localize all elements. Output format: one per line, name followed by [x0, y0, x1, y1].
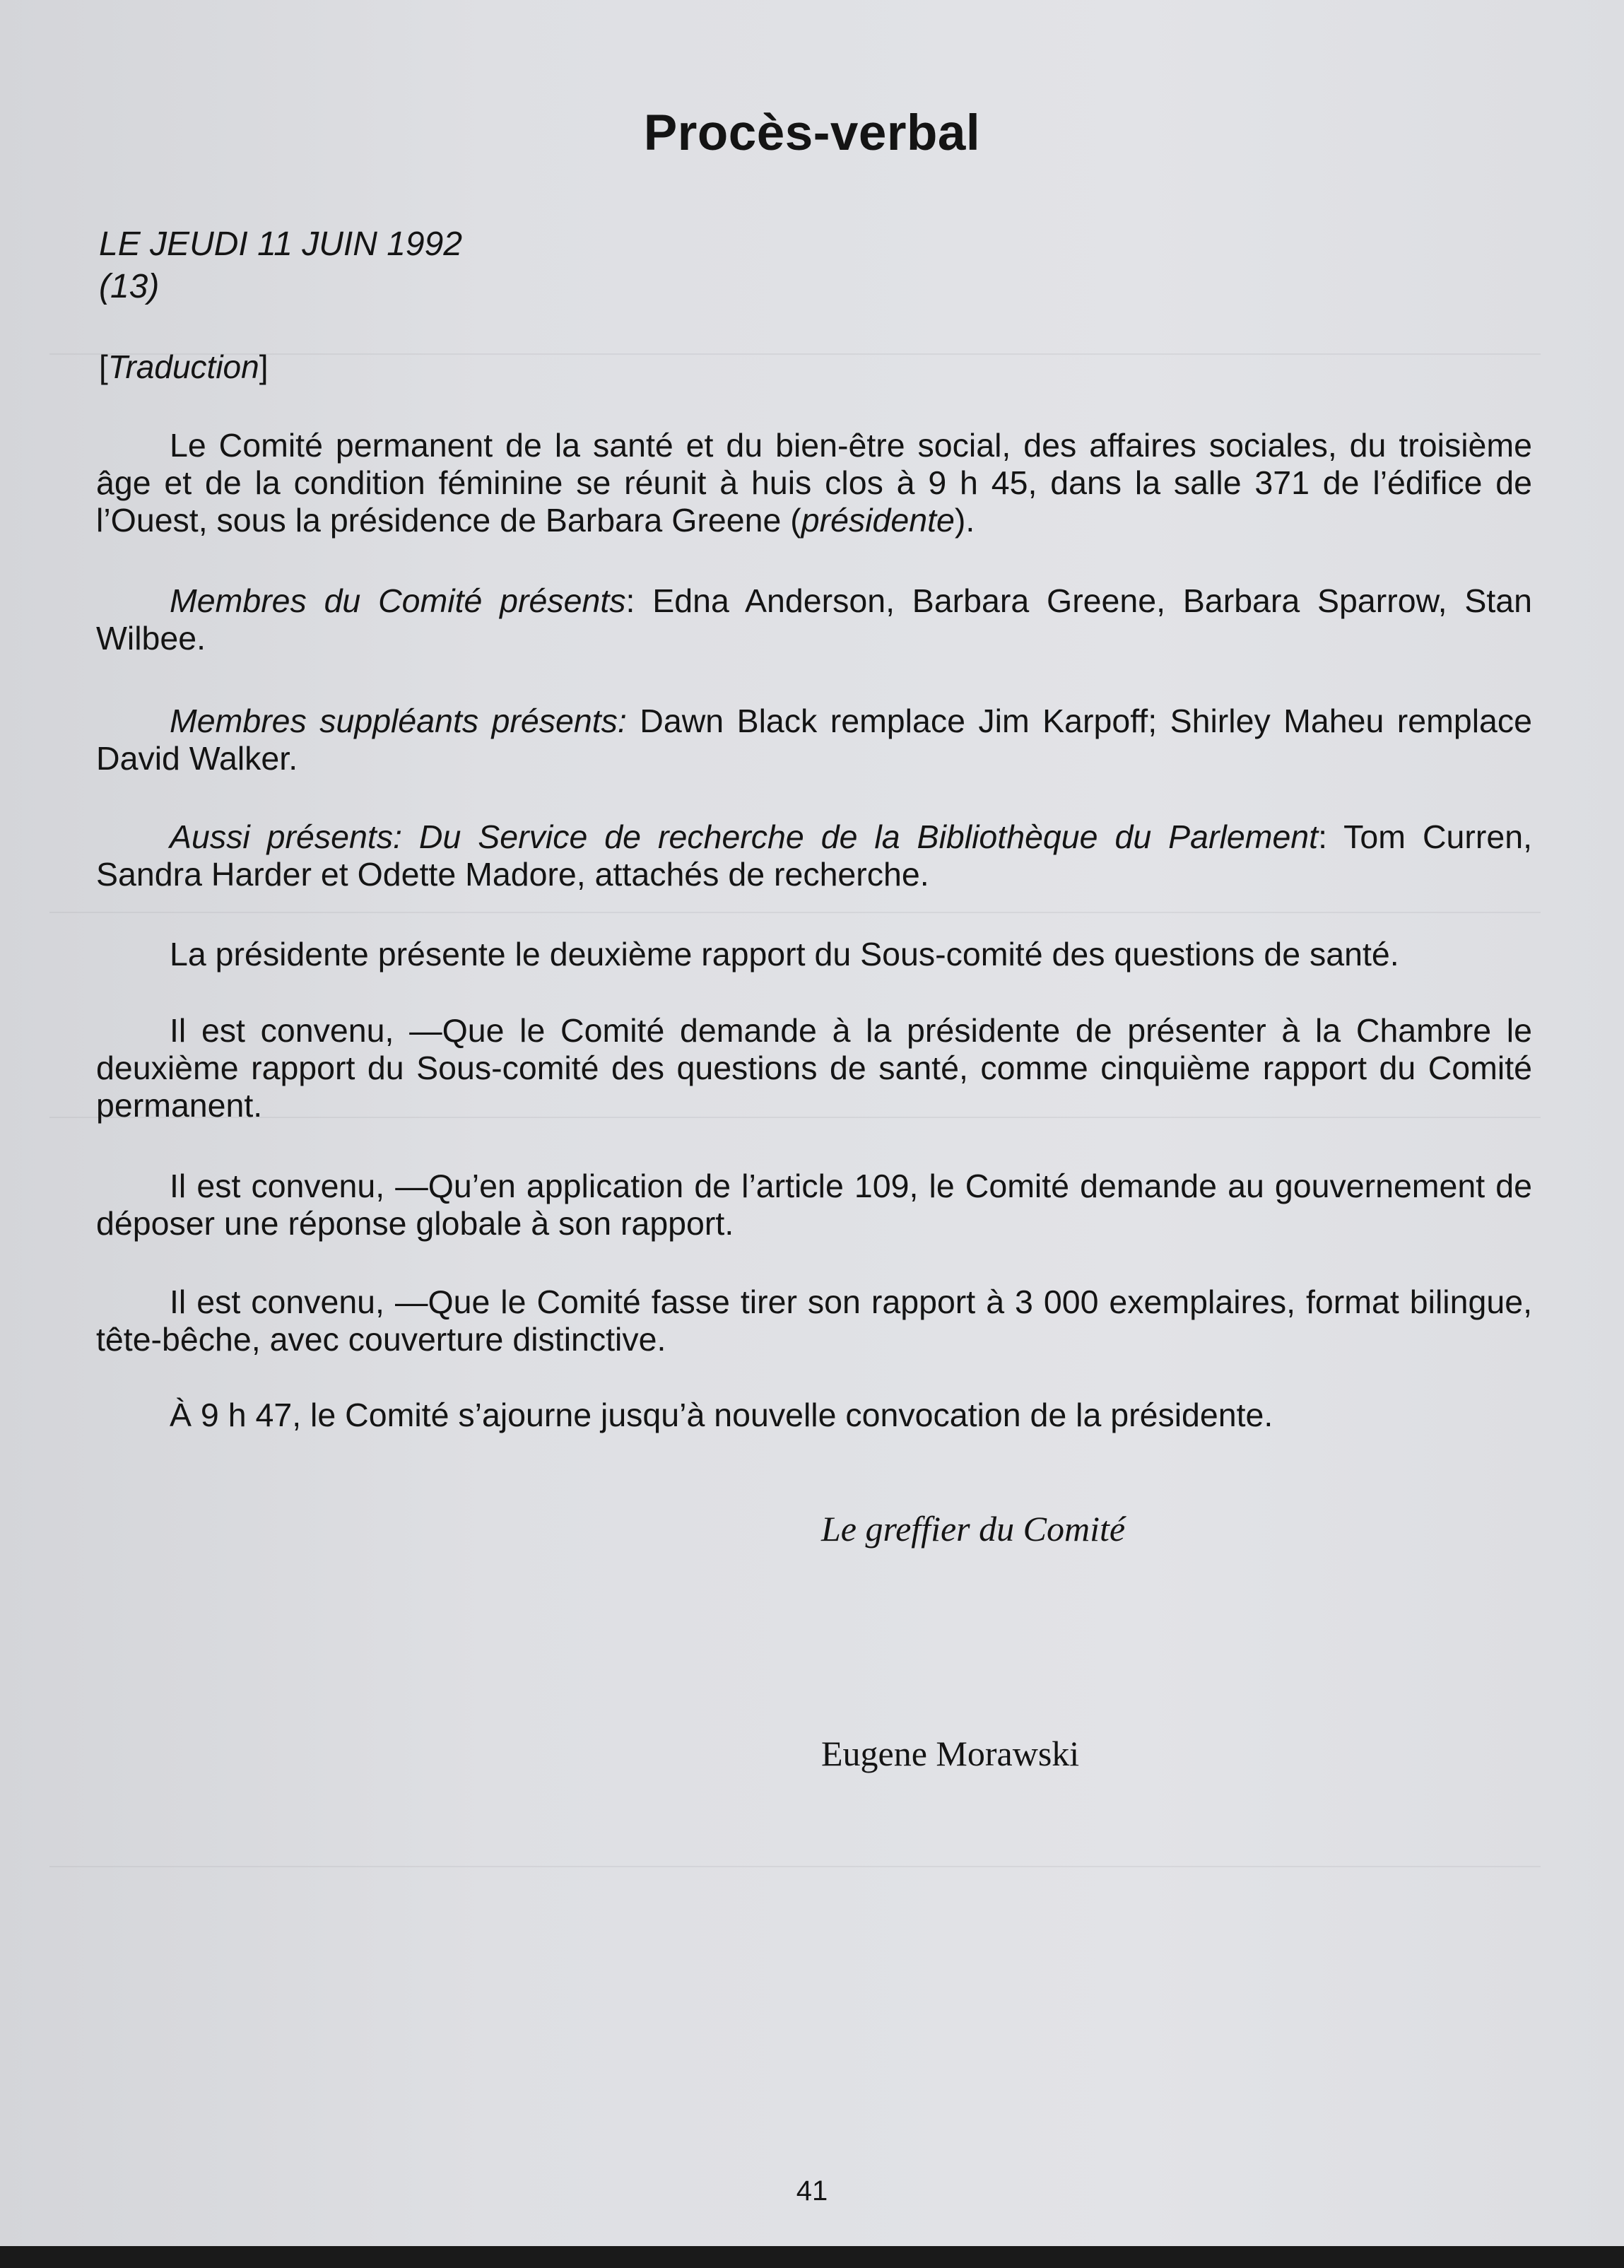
substitutes-label: Membres suppléants présents: — [170, 703, 627, 739]
bleed-through-rule — [49, 912, 1541, 913]
also-present-label: Aussi présents: Du Service de recherche de la Bibliothèque du Parlement — [170, 818, 1319, 855]
clerk-title: Le greffier du Comité — [821, 1509, 1126, 1549]
paragraph-also-present — [96, 818, 1532, 893]
bleed-through-rule — [49, 1866, 1541, 1867]
paragraph-motion-2 — [96, 1168, 1532, 1242]
also-present-text: : Tom Curren, Sandra Harder et Odette Madore, attachés de recherche. — [96, 818, 1532, 893]
paragraph-opening — [96, 427, 1532, 539]
bleed-through-rule — [49, 353, 1541, 355]
paragraph-members-present — [96, 582, 1532, 657]
members-present-label: Membres du Comité présents — [170, 582, 626, 619]
bracket-close: ] — [259, 348, 269, 385]
motion-3-text: Il est convenu, —Que le Comité fasse tirer son rapport à 3 000 exemplaires, format bilingue, tête-bêche, avec couverture distinctive. — [96, 1283, 1532, 1358]
opening-text: Le Comité permanent de la santé et du bien-être social, des affaires sociales, du troisième âge et de la condition féminine se réunit à huis clos à 9 h 45, dans la salle 371 de l’édifice de l’Ouest, sous la présidence de Barbara Greene ( — [96, 427, 1532, 539]
chair-title: présidente — [801, 502, 955, 539]
paragraph-substitutes — [96, 703, 1532, 777]
members-present-text: : Edna Anderson, Barbara Greene, Barbara Sparrow, Stan Wilbee. — [96, 582, 1532, 657]
translation-label: Traduction — [107, 348, 259, 385]
meeting-number: (13) — [99, 268, 160, 305]
translation-note — [99, 348, 268, 386]
motion-2-text: Il est convenu, —Qu’en application de l’article 109, le Comité demande au gouvernement de déposer une réponse globale à son rapport. — [96, 1168, 1532, 1242]
substitutes-text: Dawn Black remplace Jim Karpoff; Shirley Maheu remplace David Walker. — [96, 703, 1532, 777]
opening-end: ). — [954, 502, 975, 539]
bracket-open: [ — [99, 348, 108, 385]
clerk-name: Eugene Morawski — [821, 1734, 1080, 1773]
paragraph-motion-3 — [96, 1283, 1532, 1358]
paragraph-report-presented: La présidente présente le deuxième rapport du Sous-comité des questions de santé. — [170, 936, 1399, 973]
meeting-date: LE JEUDI 11 JUIN 1992 — [99, 225, 463, 263]
page-number: 41 — [796, 2175, 828, 2207]
motion-1-text: Il est convenu, —Que le Comité demande à la présidente de présenter à la Chambre le deuxième rapport du Sous-comité des questions de santé, comme cinquième rapport du Comité permanent. — [96, 1012, 1532, 1124]
paragraph-motion-1 — [96, 1012, 1532, 1124]
page-title: Procès-verbal — [643, 105, 981, 161]
paragraph-adjournment: À 9 h 47, le Comité s’ajourne jusqu’à nouvelle convocation de la présidente. — [170, 1397, 1273, 1433]
